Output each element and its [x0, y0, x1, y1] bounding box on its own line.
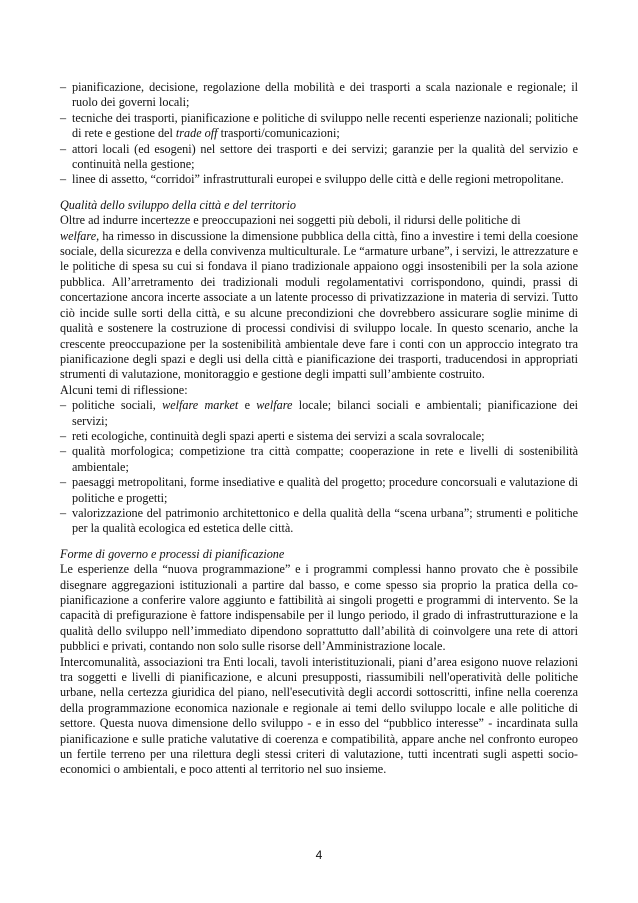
list-item: – paesaggi metropolitani, forme insediative e qualità del progetto; procedure concorsuali e valutazione di politiche e progetti;	[60, 475, 578, 506]
list-intro: Alcuni temi di riflessione:	[60, 382, 188, 397]
transport-topics-list	[60, 80, 578, 188]
list-item: – valorizzazione del patrimonio architettonico e della qualità della “scena urbana”; strumenti e politiche per la qualità ecologica ed estetica delle città.	[60, 506, 578, 537]
page-number: 4	[315, 848, 323, 862]
body-paragraph: Le esperienze della “nuova programmazione” e i programmi complessi hanno provato che è possibile disegnare aggregazioni istituzionali a partire dal basso, e come spesso sia proprio la pratica della co-pianificazione a conferire valore aggiunto e fattibilità ai singoli progetti e programmi di intervento. Se la capacità di prefigurazione è fattore indispensabile per il lungo periodo, il grado di infrastrutturazione e la qualità dello sviluppo nell’immediato dipendono soprattutto dall’abilità di coinvolgere una rete di attori pubblici e privati, contando non solo sulle risorse dell’Amministrazione locale.	[60, 562, 578, 654]
body-paragraph: Intercomunalità, associazioni tra Enti locali, tavoli interistituzionali, piani d’area esigono nuove relazioni tra soggetti e livelli di pianificazione, e alcuni presupposti, riassumibili nell'operatività delle politiche urbane, nella certezza giuridica del piano, nell'esecutività degli accordi sottoscritti, infine nella coerenza della programmazione economica nazionale e regionale ai temi dello sviluppo locale e alle politiche di settore. Questa nuova dimensione dello sviluppo - e in esso del “pubblico interesse” - incardinata sulla pianificazione e sulle pratiche valutative di coerenza e compatibilità, appare anche nel confronto europeo un fertile terreno per una rilettura degli stessi criteri di valutazione, tutti incentrati sugli aspetti socio-economici o ambientali, e poco attenti al territorio nel suo insieme.	[60, 654, 578, 777]
list-item: – attori locali (ed esogeni) nel settore dei trasporti e dei servizi; garanzie per la qualità del servizio e continuità nella gestione;	[60, 142, 578, 173]
list-item: – politiche sociali, welfare market e welfare locale; bilanci sociali e ambientali; pianificazione dei servizi;	[60, 398, 578, 429]
list-item: – reti ecologiche, continuità degli spazi aperti e sistema dei servizi a scala sovralocale;	[60, 429, 578, 444]
list-item: – tecniche dei trasporti, pianificazione e politiche di sviluppo nelle recenti esperienze nazionali; politiche di rete e gestione del trade off trasporti/comunicazioni;	[60, 111, 578, 142]
list-item: – qualità morfologica; competizione tra città compatte; cooperazione in rete e livelli di sostenibilità ambientale;	[60, 444, 578, 475]
list-item: – pianificazione, decisione, regolazione della mobilità e dei trasporti a scala nazionale e regionale; il ruolo dei governi locali;	[60, 80, 578, 111]
body-paragraph: Oltre ad indurre incertezze e preoccupazioni nei soggetti più deboli, il ridursi delle politiche di welfare, ha rimesso in discussione la dimensione pubblica della città, fino a investire i temi della coesione sociale, della sicurezza e della convivenza multiculturale. Le “armature urbane”, i servizi, le attrezzature e le politiche di spesa su cui si fondava il piano tradizionale appaiono oggi insostenibili per la sola azione pubblica. All’arretramento dei tradizionali moduli regolamentativi corrispondono, quindi, prassi di concertazione ancora incerte associate a un latente processo di privatizzazione in materia di servizi. Tutto ciò incide sulle sorti della città, e su alcune precondizioni che dovrebbero assicurare soglie minime di qualità e sostenere la costruzione di processi condivisi di sviluppo locale. In questo scenario, anche la crescente preoccupazione per la sostenibilità ambientale deve fare i conti con un approccio integrato tra pianificazione degli spazi e degli usi della città e pianificazione dei trasporti, traducendosi in appropriati strumenti di valutazione, monitoraggio e gestione degli impatti sull’ambiente costruito.	[60, 213, 578, 382]
list-item: – linee di assetto, “corridoi” infrastrutturali europei e sviluppo delle città e delle regioni metropolitane.	[60, 172, 578, 187]
reflection-topics-list	[60, 398, 578, 537]
page-content	[60, 80, 578, 778]
section-heading: Qualità dello sviluppo della città e del territorio	[60, 197, 296, 212]
section-heading: Forme di governo e processi di pianificazione	[60, 546, 285, 561]
